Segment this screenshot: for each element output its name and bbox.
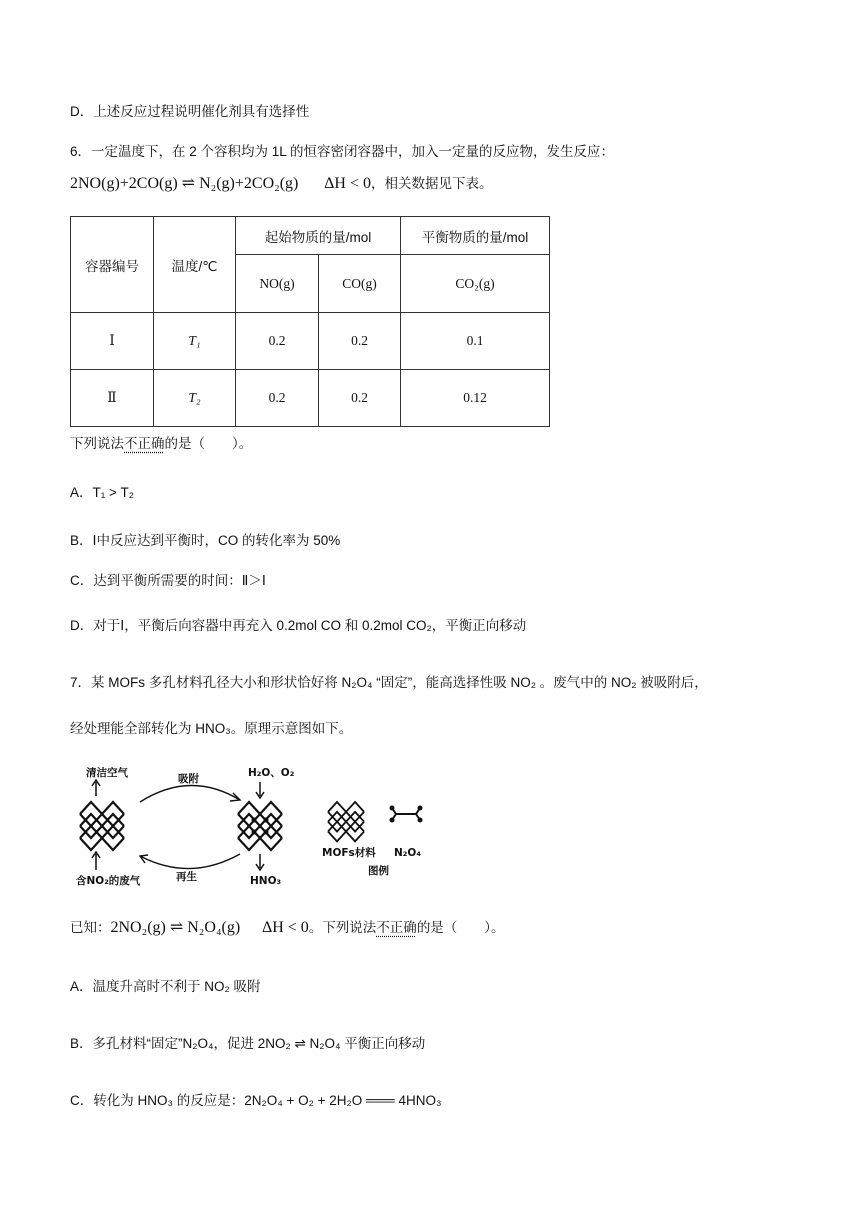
q7-question-pre: 。下列说法: [308, 920, 377, 935]
q7-stem-1: 7．某 MOFs 多孔材料孔径大小和形状恰好将 N₂O₄ “固定”，能高选择性吸 NO₂ 。废气中的 NO₂ 被吸附后，: [70, 675, 708, 690]
row-2-co2: 0.12: [401, 370, 550, 427]
q6-delta-h: ΔH < 0: [324, 175, 371, 192]
label-h2o-o2: H₂O、O₂: [248, 767, 295, 779]
row-2-vessel: Ⅱ: [71, 370, 154, 427]
row-2-temp: T₂: [154, 370, 236, 427]
legend-mof-icon: [328, 802, 364, 841]
arrow-adsorb: [140, 785, 240, 802]
q7-option-b: B．多孔材料“固定”N₂O₄，促进 2NO₂ ⇌ N₂O₄ 平衡正向移动: [70, 1036, 426, 1051]
sub-co: CO(g): [319, 255, 401, 313]
legend-title: 图例: [368, 865, 389, 877]
row-1-no: 0.2: [236, 313, 319, 370]
legend-mof-label: MOFs材料: [322, 847, 376, 859]
row-2-co: 0.2: [319, 370, 401, 427]
sub-no: NO(g): [236, 255, 319, 313]
q7-question-emphasis: 不正确: [376, 920, 417, 935]
q6-data-table: [70, 216, 550, 427]
q7-known-delta-h: ΔH < 0: [261, 919, 309, 936]
q6-question-post: 的是（ ）。: [164, 436, 253, 451]
q7-known-equation: 2NO₂(g) ⇌ N₂O₄(g): [110, 919, 241, 936]
q7-option-c: C．转化为 HNO₃ 的反应是：2N₂O₄ + O₂ + 2H₂O ═══ 4HNO₃: [70, 1093, 442, 1108]
row-2-no: 0.2: [236, 370, 319, 427]
mof-material-left: [80, 802, 124, 850]
label-regenerate: 再生: [176, 871, 197, 883]
q7-known: [70, 916, 505, 937]
legend-n2o4-label: N₂O₄: [394, 847, 421, 859]
q6-stem: 6．一定温度下，在 2 个容积均为 1L 的恒容密闭容器中，加入一定量的反应物，发生反应：: [70, 144, 615, 159]
q6-option-a: A．T₁ > T₂: [70, 485, 134, 500]
col-equilibrium: 平衡物质的量/mol: [401, 217, 550, 255]
row-1-temp: T₁: [154, 313, 236, 370]
q6-question-pre: 下列说法: [70, 436, 124, 451]
legend-n2o4-icon: [390, 806, 423, 823]
arrow-regenerate: [140, 854, 240, 869]
mof-material-right: [238, 802, 282, 850]
row-1-co2: 0.1: [401, 313, 550, 370]
q6-equation: 2NO(g)+2CO(g) ⇌ N₂(g)+2CO₂(g): [70, 175, 299, 192]
q6-equation-line: [70, 172, 493, 193]
col-vessel: 容器编号: [71, 217, 154, 313]
q6-option-b: B．Ⅰ中反应达到平衡时，CO 的转化率为 50%: [70, 533, 341, 548]
q7-option-a: A．温度升高时不利于 NO₂ 吸附: [70, 979, 261, 994]
q6-stem-tail: ，相关数据见下表。: [371, 176, 493, 191]
q6-option-d: D．对于Ⅰ，平衡后向容器中再充入 0.2mol CO 和 0.2mol CO₂，平衡正向移动: [70, 618, 527, 633]
sub-co2: CO₂(g): [401, 255, 550, 313]
label-adsorb: 吸附: [178, 773, 199, 785]
q6-question: [70, 432, 252, 452]
row-1-co: 0.2: [319, 313, 401, 370]
mof-principle-diagram: [70, 762, 430, 892]
q5-option-d: D．上述反应过程说明催化剂具有选择性: [70, 104, 310, 119]
q6-option-c: C．达到平衡所需要的时间：Ⅱ＞Ⅰ: [70, 573, 266, 588]
q6-question-emphasis: 不正确: [124, 436, 165, 451]
col-temp: 温度/℃: [154, 217, 236, 313]
col-initial: 起始物质的量/mol: [236, 217, 401, 255]
q7-known-pre: 已知：: [70, 920, 111, 935]
row-1-vessel: Ⅰ: [71, 313, 154, 370]
q7-stem-2: 经处理能全部转化为 HNO₃。原理示意图如下。: [70, 721, 353, 736]
label-hno3: HNO₃: [250, 875, 282, 887]
label-waste-gas: 含NO₂的废气: [76, 875, 141, 887]
q7-question-post: 的是（ ）。: [416, 920, 505, 935]
label-clean-air: 清洁空气: [86, 767, 128, 779]
